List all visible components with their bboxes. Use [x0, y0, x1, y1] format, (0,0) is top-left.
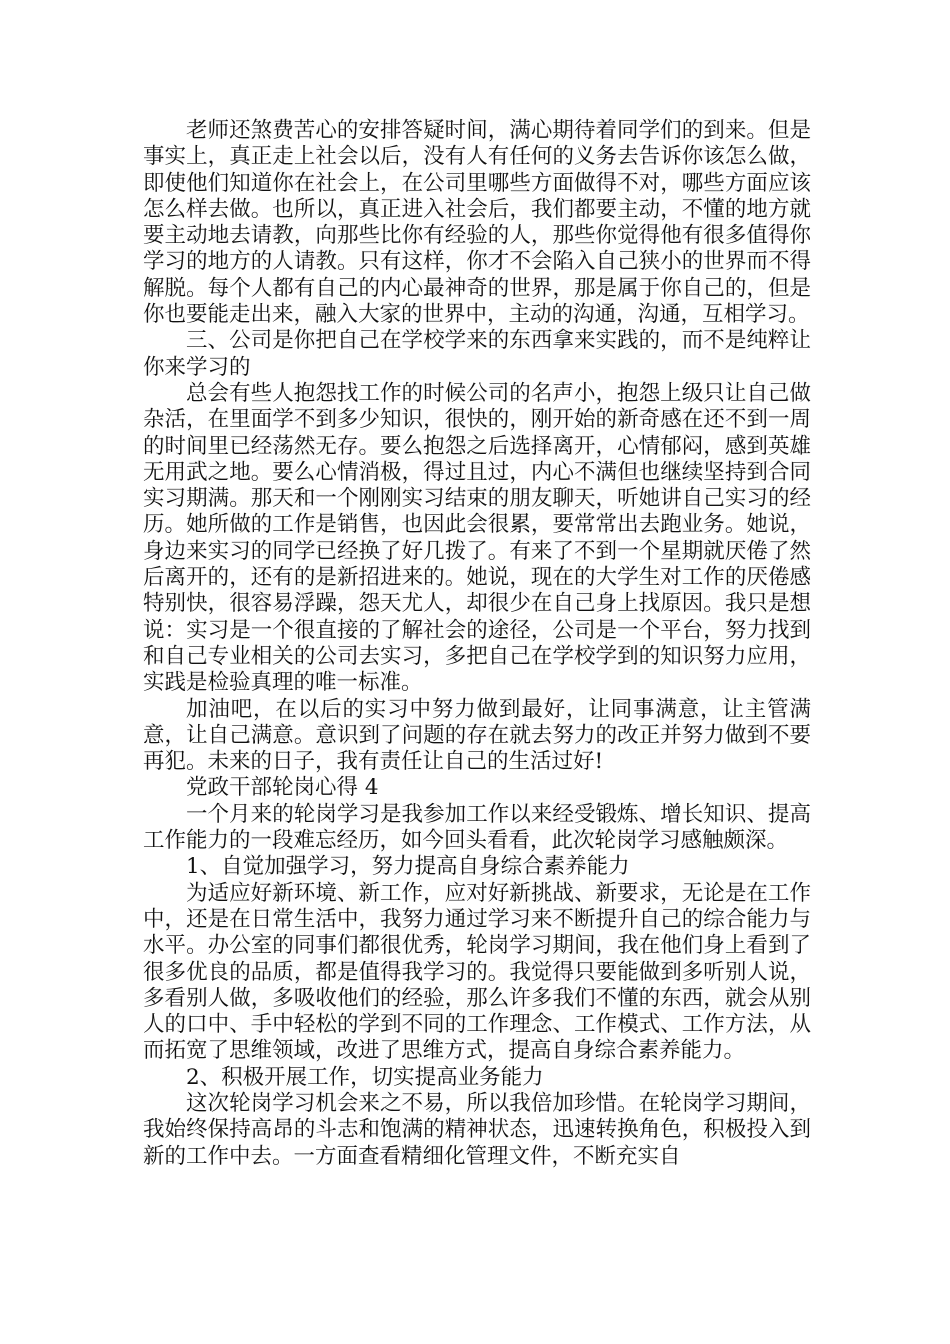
- section-heading: 三、公司是你把自己在学校学来的东西拿来实践的，而不是纯粹让你来学习的: [143, 328, 811, 380]
- body-paragraph: 老师还煞费苦心的安排答疑时间，满心期待着同学们的到来。但是事实上，真正走上社会以后，没有人有任何的义务去告诉你该怎么做，即使他们知道你在社会上，在公司里哪些方面做得不对，哪些方面应该怎么样去做。也所以，真正进入社会后，我们都要主动，不懂的地方就要主动地去请教，向那些比你有经验的人，那些你觉得他有很多值得你学习的地方的人请教。只有这样，你才不会陷入自己狭小的世界而不得解脱。每个人都有自己的内心最神奇的世界，那是属于你自己的，但是你也要能走出来，融入大家的世界中，主动的沟通，沟通，互相学习。: [143, 118, 811, 328]
- section-heading: 1、自觉加强学习，努力提高自身综合素养能力: [186, 854, 630, 880]
- document-page: [143, 118, 811, 1170]
- body-paragraph: 总会有些人抱怨找工作的时候公司的名声小，抱怨上级只让自己做杂活，在里面学不到多少知识，很快的，刚开始的新奇感在还不到一周的时间里已经荡然无存。要么抱怨之后选择离开，心情郁闷，感到英雄无用武之地。要么心情消极，得过且过，内心不满但也继续坚持到合同实习期满。那天和一个刚刚实习结束的朋友聊天，听她讲自己实习的经历。她所做的工作是销售，也因此会很累，要常常出去跑业务。她说，身边来实习的同学已经换了好几拨了。有来了不到一个星期就厌倦了然后离开的，还有的是新招进来的。她说，现在的大学生对工作的厌倦感特别快，很容易浮躁，怨天尤人，却很少在自己身上找原因。我只是想说：实习是一个很直接的了解社会的途径，公司是一个平台，努力找到和自己专业相关的公司去实习，多把自己在学校学到的知识努力应用，实践是检验真理的唯一标准。: [143, 380, 811, 696]
- body-paragraph: 这次轮岗学习机会来之不易，所以我倍加珍惜。在轮岗学习期间，我始终保持高昂的斗志和饱满的精神状态，迅速转换角色，积极投入到新的工作中去。一方面查看精细化管理文件，不断充实自: [143, 1090, 811, 1169]
- body-paragraph: 一个月来的轮岗学习是我参加工作以来经受锻炼、增长知识、提高工作能力的一段难忘经历，如今回头看看，此次轮岗学习感触颇深。: [143, 801, 811, 854]
- article-title: 党政干部轮岗心得 4: [186, 775, 379, 801]
- body-paragraph: 为适应好新环境、新工作，应对好新挑战、新要求，无论是在工作中，还是在日常生活中，我努力通过学习来不断提升自己的综合能力与水平。办公室的同事们都很优秀，轮岗学习期间，我在他们身上看到了很多优良的品质，都是值得我学习的。我觉得只要能做到多听别人说，多看别人做，多吸收他们的经验，那么许多我们不懂的东西，就会从别人的口中、手中轻松的学到不同的工作理念、工作模式、工作方法，从而拓宽了思维领域，改进了思维方式，提高自身综合素养能力。: [143, 880, 811, 1064]
- body-paragraph: 加油吧，在以后的实习中努力做到最好，让同事满意，让主管满意，让自己满意。意识到了问题的存在就去努力的改正并努力做到不要再犯。未来的日子，我有责任让自己的生活过好!: [143, 696, 811, 775]
- section-heading: 2、积极开展工作，切实提高业务能力: [186, 1064, 544, 1090]
